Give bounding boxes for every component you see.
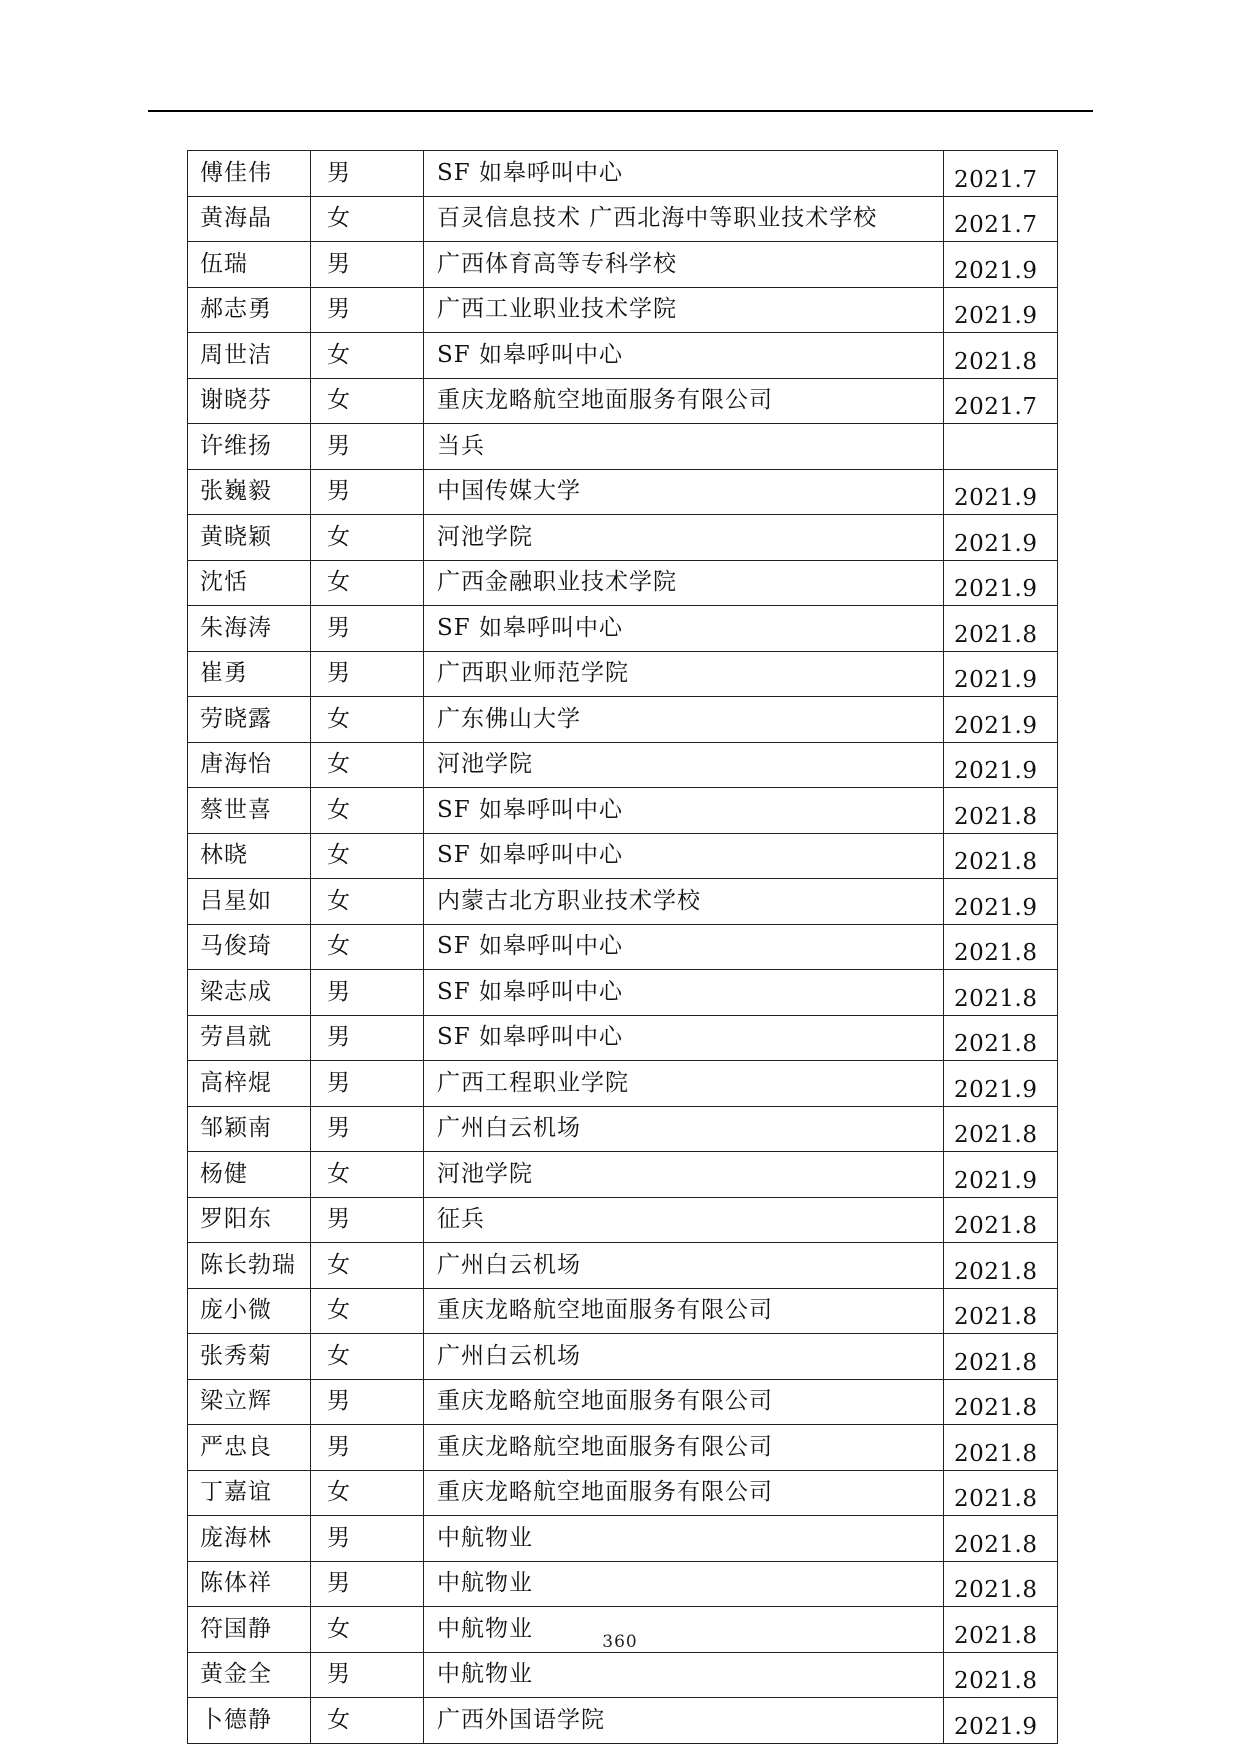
cell-gender: 男 <box>311 287 424 333</box>
cell-date: 2021.9 <box>944 697 1058 743</box>
cell-name: 谢晓芬 <box>188 378 311 424</box>
table-row <box>188 1334 1058 1380</box>
table-row <box>188 1561 1058 1607</box>
cell-gender: 女 <box>311 1470 424 1516</box>
cell-name: 严忠良 <box>188 1425 311 1471</box>
cell-name: 傅佳伟 <box>188 151 311 197</box>
cell-date: 2021.7 <box>944 151 1058 197</box>
cell-gender: 男 <box>311 469 424 515</box>
cell-destination: 广西工业职业技术学院 <box>424 287 944 333</box>
table-row <box>188 1015 1058 1061</box>
cell-name: 崔勇 <box>188 651 311 697</box>
cell-date: 2021.8 <box>944 333 1058 379</box>
cell-destination: 当兵 <box>424 424 944 470</box>
table-row <box>188 515 1058 561</box>
cell-name: 罗阳东 <box>188 1197 311 1243</box>
cell-gender: 男 <box>311 1652 424 1698</box>
cell-gender: 男 <box>311 1061 424 1107</box>
cell-destination: 广州白云机场 <box>424 1106 944 1152</box>
table-row <box>188 651 1058 697</box>
cell-gender: 男 <box>311 1516 424 1562</box>
cell-gender: 男 <box>311 1197 424 1243</box>
cell-destination: 广西体育高等专科学校 <box>424 242 944 288</box>
cell-name: 周世洁 <box>188 333 311 379</box>
table-row <box>188 1061 1058 1107</box>
cell-name: 杨健 <box>188 1152 311 1198</box>
cell-date: 2021.8 <box>944 833 1058 879</box>
cell-gender: 女 <box>311 333 424 379</box>
cell-gender: 男 <box>311 151 424 197</box>
cell-name: 劳昌就 <box>188 1015 311 1061</box>
cell-gender: 女 <box>311 924 424 970</box>
cell-name: 黄海晶 <box>188 196 311 242</box>
table-row <box>188 1652 1058 1698</box>
cell-destination: SF 如皋呼叫中心 <box>424 833 944 879</box>
cell-name: 吕星如 <box>188 879 311 925</box>
cell-destination: 重庆龙略航空地面服务有限公司 <box>424 1288 944 1334</box>
cell-destination: 广西外国语学院 <box>424 1698 944 1744</box>
table-row <box>188 970 1058 1016</box>
table-row <box>188 196 1058 242</box>
cell-name: 唐海怡 <box>188 742 311 788</box>
cell-gender: 女 <box>311 697 424 743</box>
table-row <box>188 1425 1058 1471</box>
cell-destination: SF 如皋呼叫中心 <box>424 1015 944 1061</box>
table-row <box>188 1698 1058 1744</box>
cell-gender: 女 <box>311 742 424 788</box>
cell-gender: 男 <box>311 242 424 288</box>
cell-date: 2021.8 <box>944 1243 1058 1289</box>
cell-name: 伍瑞 <box>188 242 311 288</box>
cell-date: 2021.9 <box>944 287 1058 333</box>
cell-gender: 女 <box>311 378 424 424</box>
cell-date: 2021.9 <box>944 242 1058 288</box>
cell-destination: 征兵 <box>424 1197 944 1243</box>
cell-date: 2021.8 <box>944 1425 1058 1471</box>
cell-date: 2021.9 <box>944 1061 1058 1107</box>
page-number: 360 <box>602 1632 638 1652</box>
cell-name: 陈长勃瑞 <box>188 1243 311 1289</box>
table-row <box>188 697 1058 743</box>
cell-destination: 重庆龙略航空地面服务有限公司 <box>424 378 944 424</box>
cell-date: 2021.8 <box>944 1561 1058 1607</box>
cell-name: 高梓焜 <box>188 1061 311 1107</box>
cell-date: 2021.9 <box>944 1698 1058 1744</box>
table-row <box>188 833 1058 879</box>
table-row <box>188 742 1058 788</box>
table-row <box>188 469 1058 515</box>
table-row <box>188 1470 1058 1516</box>
cell-date: 2021.9 <box>944 742 1058 788</box>
cell-gender: 男 <box>311 424 424 470</box>
table-row <box>188 333 1058 379</box>
table-row <box>188 924 1058 970</box>
cell-name: 梁志成 <box>188 970 311 1016</box>
cell-gender: 女 <box>311 788 424 834</box>
cell-name: 陈体祥 <box>188 1561 311 1607</box>
cell-gender: 男 <box>311 1015 424 1061</box>
table-row <box>188 242 1058 288</box>
cell-name: 卜德静 <box>188 1698 311 1744</box>
cell-date: 2021.9 <box>944 515 1058 561</box>
cell-gender: 女 <box>311 560 424 606</box>
table-row <box>188 1516 1058 1562</box>
cell-name: 许维扬 <box>188 424 311 470</box>
cell-date: 2021.8 <box>944 1652 1058 1698</box>
cell-date: 2021.8 <box>944 1334 1058 1380</box>
cell-date: 2021.9 <box>944 651 1058 697</box>
table-row <box>188 1152 1058 1198</box>
cell-destination: SF 如皋呼叫中心 <box>424 333 944 379</box>
cell-name: 蔡世喜 <box>188 788 311 834</box>
cell-name: 邹颖南 <box>188 1106 311 1152</box>
cell-destination: 广州白云机场 <box>424 1243 944 1289</box>
header-rule <box>148 110 1093 112</box>
cell-destination: SF 如皋呼叫中心 <box>424 970 944 1016</box>
cell-name: 符国静 <box>188 1607 311 1653</box>
cell-destination: 中航物业 <box>424 1561 944 1607</box>
cell-destination: 中航物业 <box>424 1516 944 1562</box>
cell-date: 2021.8 <box>944 924 1058 970</box>
table-row <box>188 788 1058 834</box>
cell-gender: 女 <box>311 1152 424 1198</box>
cell-name: 劳晓露 <box>188 697 311 743</box>
cell-date: 2021.8 <box>944 1607 1058 1653</box>
table-row <box>188 424 1058 470</box>
cell-gender: 男 <box>311 1106 424 1152</box>
cell-destination: 广西工程职业学院 <box>424 1061 944 1107</box>
cell-destination: SF 如皋呼叫中心 <box>424 606 944 652</box>
cell-name: 马俊琦 <box>188 924 311 970</box>
cell-gender: 男 <box>311 606 424 652</box>
table-row <box>188 1106 1058 1152</box>
cell-name: 黄金全 <box>188 1652 311 1698</box>
cell-name: 黄晓颖 <box>188 515 311 561</box>
cell-gender: 男 <box>311 1379 424 1425</box>
cell-gender: 女 <box>311 1607 424 1653</box>
cell-gender: 女 <box>311 196 424 242</box>
cell-destination: 中航物业 <box>424 1652 944 1698</box>
cell-destination: 广州白云机场 <box>424 1334 944 1380</box>
cell-date <box>944 424 1058 470</box>
cell-gender: 女 <box>311 833 424 879</box>
cell-gender: 女 <box>311 1334 424 1380</box>
table-row <box>188 1379 1058 1425</box>
table-row <box>188 560 1058 606</box>
cell-destination: SF 如皋呼叫中心 <box>424 788 944 834</box>
cell-gender: 男 <box>311 970 424 1016</box>
cell-gender: 女 <box>311 515 424 561</box>
cell-gender: 女 <box>311 1288 424 1334</box>
cell-gender: 男 <box>311 651 424 697</box>
table-row <box>188 1197 1058 1243</box>
table-row <box>188 151 1058 197</box>
cell-destination: 中航物业 <box>424 1607 944 1653</box>
cell-name: 林晓 <box>188 833 311 879</box>
cell-date: 2021.8 <box>944 1516 1058 1562</box>
cell-destination: 广西职业师范学院 <box>424 651 944 697</box>
cell-destination: 重庆龙略航空地面服务有限公司 <box>424 1425 944 1471</box>
cell-date: 2021.8 <box>944 1106 1058 1152</box>
cell-destination: 重庆龙略航空地面服务有限公司 <box>424 1379 944 1425</box>
table-body <box>188 151 1058 1744</box>
cell-name: 梁立辉 <box>188 1379 311 1425</box>
cell-name: 庞海林 <box>188 1516 311 1562</box>
cell-destination: 河池学院 <box>424 1152 944 1198</box>
cell-gender: 女 <box>311 1243 424 1289</box>
cell-gender: 女 <box>311 1698 424 1744</box>
cell-destination: 广西金融职业技术学院 <box>424 560 944 606</box>
cell-name: 沈恬 <box>188 560 311 606</box>
cell-name: 张秀菊 <box>188 1334 311 1380</box>
cell-gender: 女 <box>311 879 424 925</box>
cell-date: 2021.8 <box>944 970 1058 1016</box>
cell-date: 2021.7 <box>944 378 1058 424</box>
cell-gender: 男 <box>311 1425 424 1471</box>
cell-name: 丁嘉谊 <box>188 1470 311 1516</box>
cell-name: 庞小微 <box>188 1288 311 1334</box>
table-row <box>188 879 1058 925</box>
cell-date: 2021.8 <box>944 606 1058 652</box>
cell-name: 朱海涛 <box>188 606 311 652</box>
cell-destination: 内蒙古北方职业技术学校 <box>424 879 944 925</box>
cell-date: 2021.8 <box>944 1288 1058 1334</box>
cell-date: 2021.9 <box>944 879 1058 925</box>
cell-date: 2021.9 <box>944 469 1058 515</box>
graduate-destination-table <box>187 150 1058 1744</box>
table-row <box>188 1243 1058 1289</box>
cell-date: 2021.8 <box>944 1197 1058 1243</box>
cell-date: 2021.8 <box>944 1470 1058 1516</box>
cell-date: 2021.8 <box>944 1015 1058 1061</box>
cell-destination: 河池学院 <box>424 742 944 788</box>
table-row <box>188 1288 1058 1334</box>
cell-destination: 广东佛山大学 <box>424 697 944 743</box>
cell-date: 2021.8 <box>944 788 1058 834</box>
cell-name: 郝志勇 <box>188 287 311 333</box>
table-row <box>188 378 1058 424</box>
table-row <box>188 287 1058 333</box>
cell-destination: 中国传媒大学 <box>424 469 944 515</box>
cell-gender: 男 <box>311 1561 424 1607</box>
table-row <box>188 606 1058 652</box>
cell-date: 2021.9 <box>944 1152 1058 1198</box>
cell-destination: SF 如皋呼叫中心 <box>424 924 944 970</box>
cell-destination: SF 如皋呼叫中心 <box>424 151 944 197</box>
cell-name: 张巍毅 <box>188 469 311 515</box>
cell-date: 2021.7 <box>944 196 1058 242</box>
cell-destination: 河池学院 <box>424 515 944 561</box>
cell-destination: 百灵信息技术 广西北海中等职业技术学校 <box>424 196 944 242</box>
cell-date: 2021.8 <box>944 1379 1058 1425</box>
cell-destination: 重庆龙略航空地面服务有限公司 <box>424 1470 944 1516</box>
cell-date: 2021.9 <box>944 560 1058 606</box>
